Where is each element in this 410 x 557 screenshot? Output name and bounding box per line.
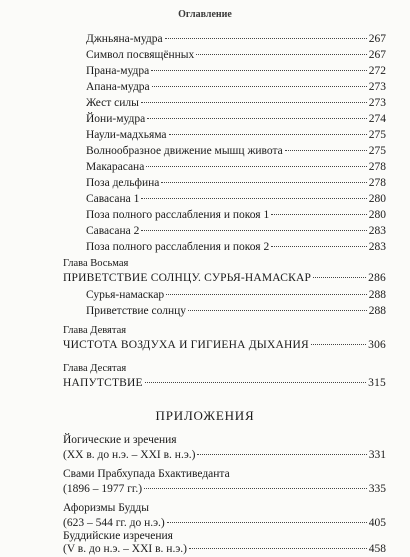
toc-entry-page: 280 [368, 209, 386, 221]
appendix-item-subtitle: (1896 – 1977 гг.) [63, 483, 143, 495]
toc-entry-title: Джньяна-мудра [86, 33, 163, 45]
chapter-9-label: Глава Девятая [63, 325, 127, 336]
appendix-item-title: Афоризмы Будды [63, 502, 150, 514]
toc-entry-title: Савасана 1 [86, 193, 140, 205]
toc-entry-title: Наули-мадхьяма [86, 129, 167, 141]
leader-dots [285, 150, 367, 151]
toc-entry-title: Поза полного расслабления и покоя 1 [86, 209, 270, 221]
leader-dots [144, 488, 367, 489]
toc-entry-page: 267 [368, 33, 386, 45]
toc-entry-title: Макарасана [86, 161, 145, 173]
chapter-8-page: 286 [368, 272, 386, 284]
chapter-10-label: Глава Десятая [63, 363, 127, 374]
chapter-8-label: Глава Восьмая [63, 258, 129, 269]
toc-entry-page: 267 [368, 49, 386, 61]
appendix-item[interactable] [63, 541, 386, 557]
leader-dots [146, 166, 366, 167]
leader-dots [141, 102, 367, 103]
chapter-10-title: НАПУТСТВИЕ [63, 377, 143, 389]
toc-entry-title: Савасана 2 [86, 225, 140, 237]
toc-entry[interactable] [86, 31, 386, 47]
chapter-8-entry[interactable] [63, 270, 386, 286]
toc-entry-page: 272 [368, 65, 386, 77]
toc-entry-title: Приветствие солнцу [86, 305, 187, 317]
leader-dots [197, 454, 366, 455]
toc-entry-page: 280 [368, 193, 386, 205]
toc-entry-title: Жест силы [86, 97, 139, 109]
toc-entry-page: 288 [368, 305, 386, 317]
toc-entry-page: 273 [368, 97, 386, 109]
toc-entry[interactable] [86, 239, 386, 255]
leader-dots [188, 310, 367, 311]
toc-entry[interactable] [86, 303, 386, 319]
appendix-item[interactable] [63, 481, 386, 497]
leader-dots [169, 134, 367, 135]
toc-entry[interactable] [86, 63, 386, 79]
leader-dots [145, 382, 366, 383]
leader-dots [141, 230, 366, 231]
appendix-item-title: Йогические и зречения [63, 434, 177, 446]
appendix-item-title: Буддийские изречения [63, 530, 173, 542]
leader-dots [271, 214, 367, 215]
toc-entry-title: Поза дельфина [86, 177, 160, 189]
appendix-item-page: 405 [368, 517, 386, 529]
chapter-9-entry[interactable] [63, 337, 386, 353]
toc-entry-title: Поза полного расслабления и покоя 2 [86, 241, 270, 253]
toc-entry-title: Апана-мудра [86, 81, 150, 93]
appendix-item-subtitle: (V в. до н.э. – XXI в. н.э.) [63, 543, 187, 555]
leader-dots [313, 277, 366, 278]
leader-dots [166, 294, 367, 295]
toc-entry-title: Прана-мудра [86, 65, 150, 77]
toc-entry-title: Сурья-намаскар [86, 289, 165, 301]
appendix-item-page: 335 [368, 483, 386, 495]
toc-entry-page: 288 [368, 289, 386, 301]
leader-dots [167, 522, 367, 523]
chapter-10-entry[interactable] [63, 375, 386, 391]
leader-dots [165, 38, 367, 39]
appendix-item-subtitle: (XX в. до н.э. – XXI в. н.э.) [63, 449, 196, 461]
appendix-item-subtitle: (623 – 544 гг. до н.э.) [63, 517, 165, 529]
toc-entry-title: Йони-мудра [86, 113, 146, 125]
appendix-item-page: 458 [368, 543, 386, 555]
chapter-9-page: 306 [368, 339, 386, 351]
appendix-heading: ПРИЛОЖЕНИЯ [155, 408, 255, 423]
leader-dots [141, 198, 366, 199]
leader-dots [311, 344, 366, 345]
chapter-10-page: 315 [368, 377, 386, 389]
toc-entry[interactable] [86, 223, 386, 239]
toc-entry[interactable] [86, 159, 386, 175]
toc-entry-page: 278 [368, 161, 386, 173]
toc-entry-page: 275 [368, 145, 386, 157]
appendix-item[interactable] [63, 447, 386, 463]
leader-dots [152, 86, 367, 87]
chapter-8-title: ПРИВЕТСТВИЕ СОЛНЦУ. СУРЬЯ-НАМАСКАР [63, 272, 312, 284]
leader-dots [196, 54, 366, 55]
toc-entry-page: 278 [368, 177, 386, 189]
appendix-item-title: Свами Прабхупада Бхактиведанта [63, 468, 230, 480]
toc-entry[interactable] [86, 207, 386, 223]
toc-entry[interactable] [86, 191, 386, 207]
toc-entry[interactable] [86, 111, 386, 127]
toc-entry[interactable] [86, 47, 386, 63]
leader-dots [147, 118, 367, 119]
running-header: Оглавление [178, 9, 232, 20]
toc-entry-page: 274 [368, 113, 386, 125]
leader-dots [151, 70, 366, 71]
toc-entry[interactable] [86, 143, 386, 159]
toc-entry[interactable] [86, 287, 386, 303]
toc-entry-page: 283 [368, 241, 386, 253]
chapter-9-title: ЧИСТОТА ВОЗДУХА И ГИГИЕНА ДЫХАНИЯ [63, 339, 309, 351]
toc-entry-title: Волнообразное движение мышц живота [86, 145, 283, 157]
leader-dots [271, 246, 367, 247]
leader-dots [189, 548, 367, 549]
toc-entry[interactable] [86, 127, 386, 143]
leader-dots [161, 182, 366, 183]
toc-entry-title: Символ посвящённых [86, 49, 195, 61]
toc-entry-page: 275 [368, 129, 386, 141]
toc-entry[interactable] [86, 79, 386, 95]
toc-entry[interactable] [86, 175, 386, 191]
toc-entry-page: 273 [368, 81, 386, 93]
appendix-item-page: 331 [368, 449, 386, 461]
toc-entry-page: 283 [368, 225, 386, 237]
toc-entry[interactable] [86, 95, 386, 111]
